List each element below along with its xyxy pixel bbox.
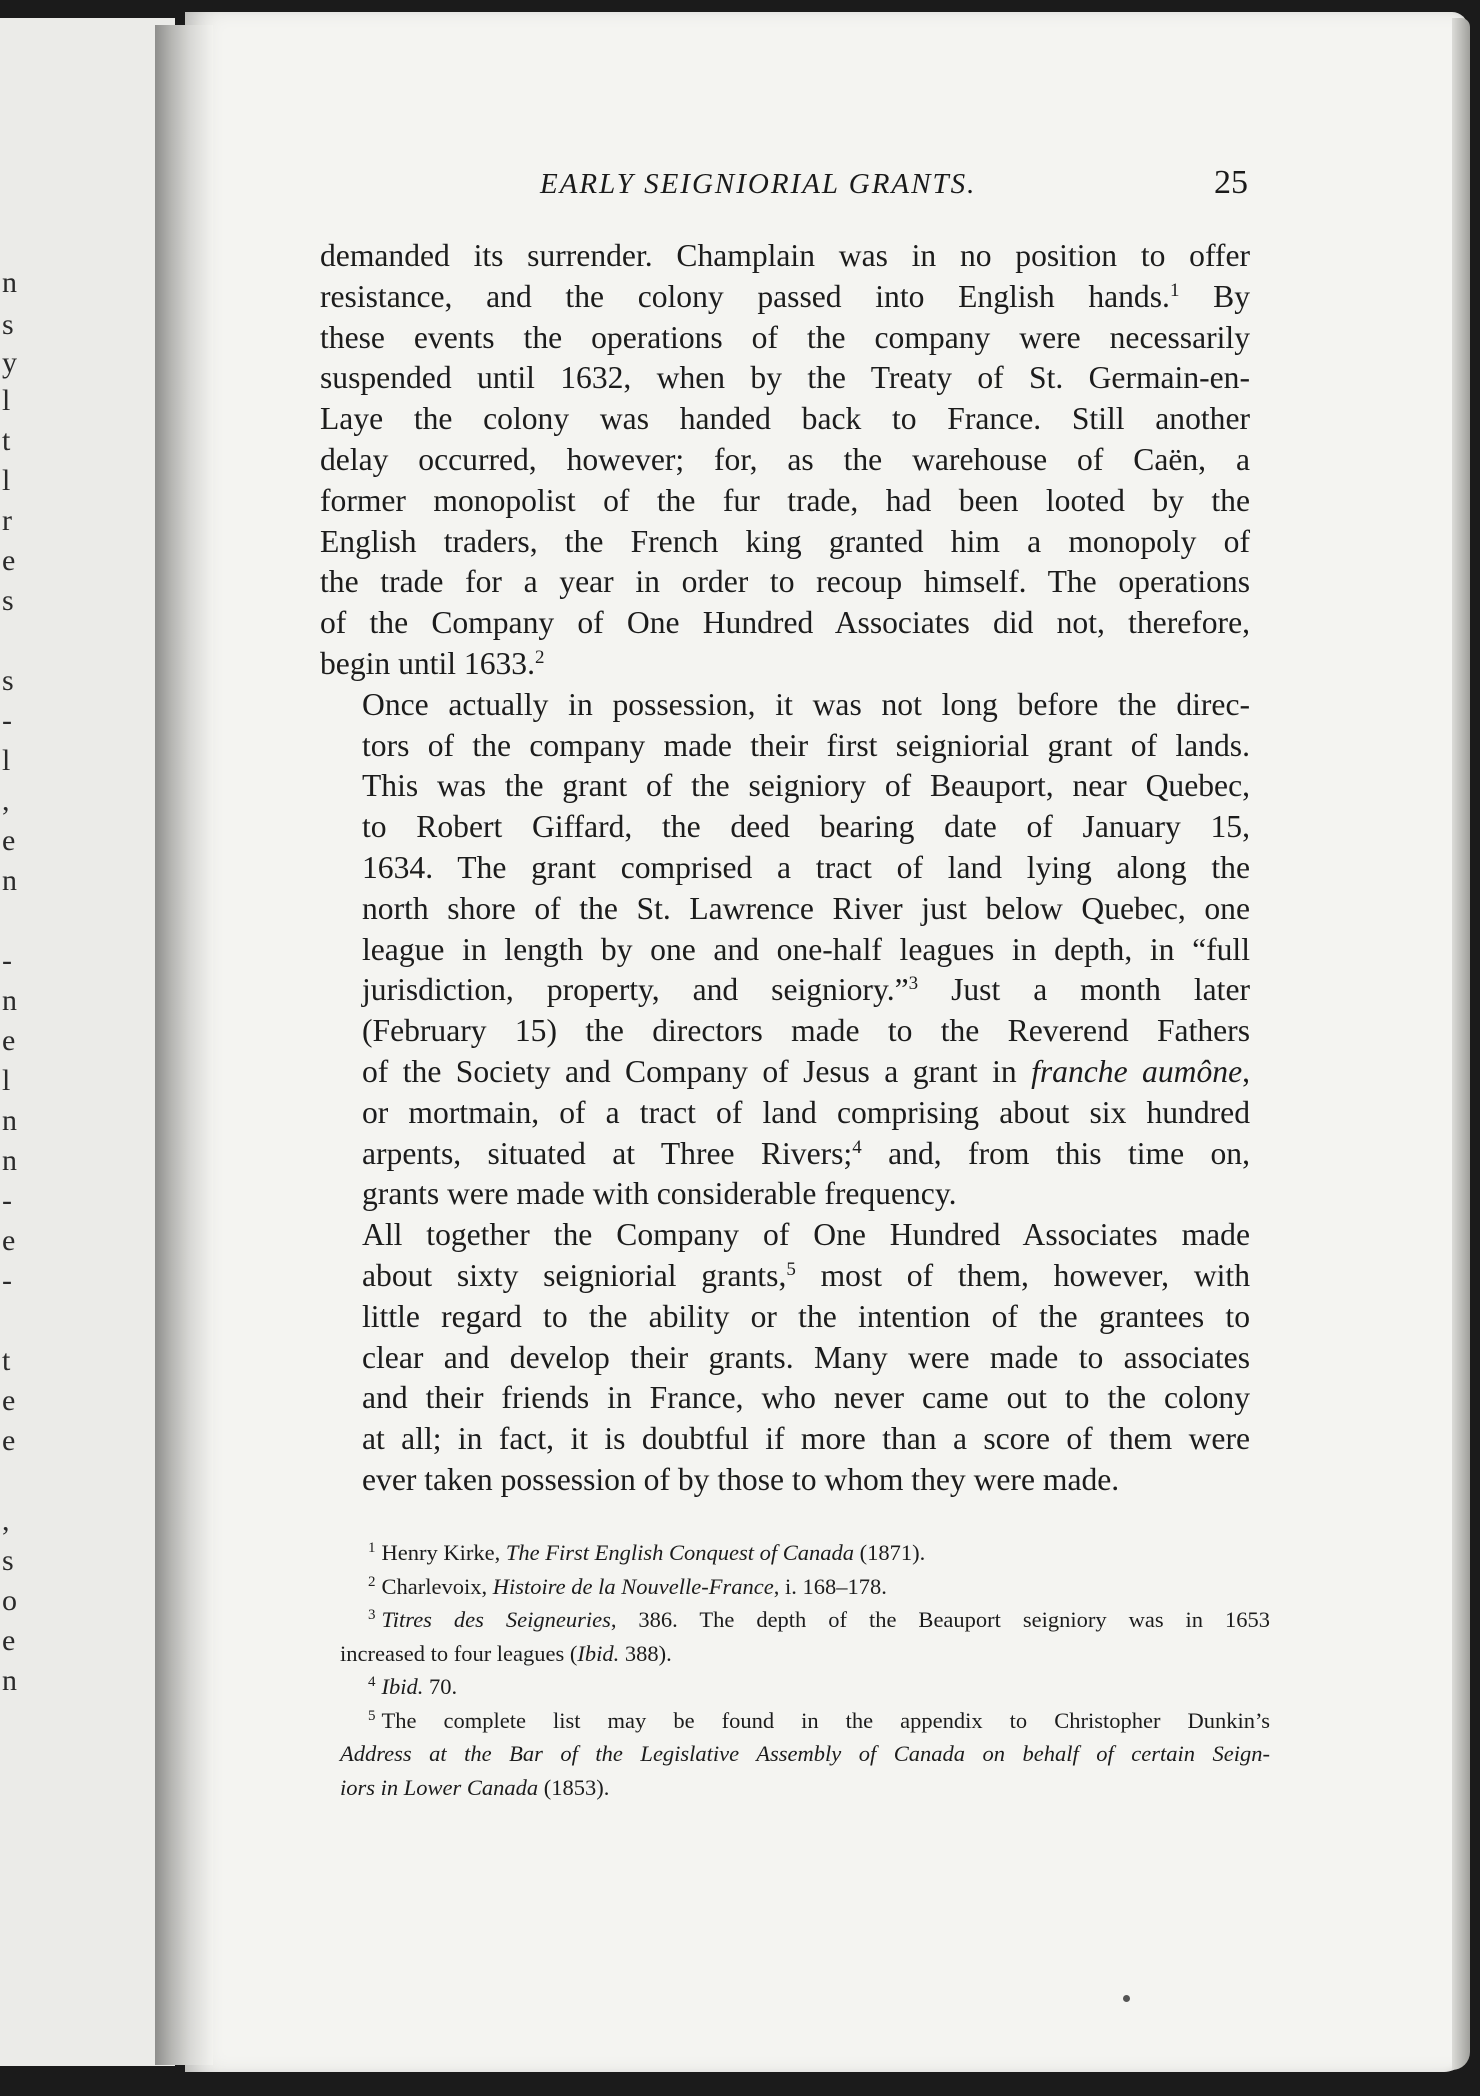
left-page-letter: r <box>2 504 12 537</box>
left-page-letter: n <box>2 1664 17 1697</box>
paper-speck <box>1123 1995 1130 2002</box>
left-page-letter: e <box>2 1224 16 1257</box>
italic-text: Histoire de la Nouvelle-France <box>492 1573 774 1599</box>
left-page-letter: - <box>2 704 12 737</box>
left-page-letter: t <box>2 1344 11 1377</box>
left-page-letter: o <box>2 1584 17 1617</box>
text-line: demanded its surrender. Champlain was in no position to offer <box>320 238 1250 273</box>
italic-text: Ibid. <box>577 1640 620 1666</box>
text-line: (February 15) the directors made to the Reverend Fathers <box>362 1013 1250 1049</box>
text-line: tors of the company made their first seigniorial grant of lands. <box>362 727 1250 763</box>
left-page-letter: t <box>2 424 11 457</box>
left-page-letter: n <box>2 864 17 897</box>
page-number: 25 <box>1214 164 1248 201</box>
italic-text: Ibid. <box>381 1674 424 1699</box>
text-line: begin until 1633.$^2$ <box>320 645 545 681</box>
footnote-reference: 3 <box>908 973 919 995</box>
text-line: about sixty seigniorial grants,$^5$ most of them, however, with <box>362 1257 1250 1293</box>
footnotes <box>340 1536 1270 1804</box>
footnote-line: $^2$ Charlevoix, Histoire de la Nouvelle-France, i. 168–178. <box>368 1573 887 1599</box>
text-line: to Robert Giffard, the deed bearing date of January 15, <box>362 809 1250 845</box>
left-page-letter: e <box>2 1384 16 1417</box>
book-gutter <box>155 25 213 2065</box>
italic-text: iors in Lower Canada <box>340 1774 539 1800</box>
footnote-line: iors in Lower Canada (1853). <box>340 1774 610 1800</box>
text-line: little regard to the ability or the intention of the grantees to <box>362 1298 1250 1334</box>
text-line: English traders, the French king granted him a monopoly of <box>320 523 1250 559</box>
footnote <box>340 1570 1270 1604</box>
text-line: All together the Company of One Hundred Associates made <box>362 1217 1250 1253</box>
footnote-line: $^4$ Ibid. 70. <box>368 1674 458 1699</box>
left-page-letter: e <box>2 1024 16 1057</box>
text-line: Once actually in possession, it was not long before the direc- <box>362 686 1250 722</box>
left-page-edge <box>0 18 175 2066</box>
footnote-line: increased to four leagues (Ibid. 388). <box>340 1640 672 1666</box>
left-page-letter: s <box>2 1544 14 1577</box>
footnote-number: 1 <box>368 1540 376 1556</box>
left-page-letter: s <box>2 584 14 617</box>
footnote-reference: 5 <box>786 1258 796 1280</box>
text-line: suspended until 1632, when by the Treaty of St. Germain-en- <box>320 360 1250 396</box>
left-page-letter: - <box>2 1184 12 1217</box>
left-page-letter: l <box>2 1064 11 1097</box>
left-page-letter: y <box>2 346 17 379</box>
text-line: clear and develop their grants. Many were made to associates <box>362 1339 1250 1375</box>
running-title: EARLY SEIGNIORIAL GRANTS. <box>540 168 977 200</box>
footnote-number: 2 <box>368 1573 376 1590</box>
paragraph <box>320 685 1250 1215</box>
footnote <box>340 1536 1270 1570</box>
paragraph <box>320 236 1250 685</box>
left-page-letter: e <box>2 1624 16 1657</box>
left-page-letter: n <box>2 1144 17 1177</box>
italic-text: franche aumône <box>1031 1053 1243 1089</box>
italic-text: The First English Conquest of Canada <box>505 1540 854 1565</box>
text-line: at all; in fact, it is doubtful if more than a score of them were <box>362 1421 1250 1457</box>
left-page-letter: l <box>2 464 11 497</box>
text-line: the trade for a year in order to recoup himself. The operations <box>320 564 1250 600</box>
text-line: jurisdiction, property, and seigniory.”$^3$ Just a month later <box>362 972 1250 1008</box>
text-line: north shore of the St. Lawrence River just below Quebec, one <box>362 890 1250 926</box>
left-page-letter: l <box>2 744 11 777</box>
footnote-reference: 4 <box>852 1136 862 1158</box>
footnote-line <box>340 1737 1270 1771</box>
text-line: ever taken possession of by those to whom they were made. <box>362 1461 1120 1497</box>
text-line: league in length by one and one-half leagues in depth, in “full <box>362 931 1250 967</box>
page-edge-shadow <box>1452 18 1470 2070</box>
left-page-letter: n <box>2 984 17 1017</box>
footnote <box>340 1670 1270 1704</box>
left-page-letter: - <box>2 1264 12 1297</box>
text-line: these events the operations of the company were necessarily <box>320 319 1250 355</box>
text-line: delay occurred, however; for, as the warehouse of Caën, a <box>320 441 1250 477</box>
left-page-letter: l <box>2 384 11 417</box>
footnote-reference: 1 <box>1169 279 1180 301</box>
footnote-number: 5 <box>368 1707 376 1724</box>
left-page-letter: s <box>2 664 14 697</box>
text-line: of the Society and Company of Jesus a grant in franche aumône, <box>362 1053 1250 1089</box>
text-line: and their friends in France, who never came out to the colony <box>362 1380 1250 1416</box>
left-page-letter: e <box>2 544 16 577</box>
text-line: resistance, and the colony passed into English hands.$^1$ By <box>320 278 1250 314</box>
left-page-letter: - <box>2 944 12 977</box>
left-page-letter: , <box>2 1504 10 1537</box>
italic-text: Titres des Seigneuries <box>381 1607 611 1632</box>
text-line: former monopolist of the fur trade, had been looted by the <box>320 482 1250 518</box>
body-text <box>320 236 1250 1501</box>
italic-text: Address at the Bar of the Legislative Assembly of Canada on behalf of certain Seign- <box>340 1741 1270 1766</box>
footnote <box>340 1704 1270 1805</box>
text-line: Laye the colony was handed back to France. Still another <box>320 401 1250 437</box>
left-page-letter: e <box>2 824 16 857</box>
text-line: 1634. The grant comprised a tract of land lying along the <box>362 849 1250 885</box>
footnote-line: $^1$ Henry Kirke, The First English Conquest of Canada (1871). <box>368 1540 926 1565</box>
left-page-letter: , <box>2 784 10 817</box>
footnote-line: $^5$ The complete list may be found in the appendix to Christopher Dunkin’s <box>368 1707 1270 1733</box>
left-page-letter: n <box>2 266 17 299</box>
paragraph <box>320 1215 1250 1501</box>
left-page-cut-text <box>0 18 26 2066</box>
footnote-reference: 2 <box>535 646 545 668</box>
text-line: arpents, situated at Three Rivers;$^4$ and, from this time on, <box>362 1135 1251 1171</box>
text-line: grants were made with considerable frequency. <box>362 1176 957 1212</box>
footnote-number: 3 <box>368 1607 376 1623</box>
left-page-letter: s <box>2 308 14 341</box>
left-page-letter: n <box>2 1104 17 1137</box>
running-head <box>320 164 1248 214</box>
footnote-line: $^3$ Titres des Seigneuries, 386. The depth of the Beauport seigniory was in 1653 <box>368 1607 1271 1632</box>
text-line: of the Company of One Hundred Associates did not, therefore, <box>320 605 1250 641</box>
left-page-letter: e <box>2 1424 16 1457</box>
footnote-number: 4 <box>368 1674 376 1690</box>
text-line: or mortmain, of a tract of land comprising about six hundred <box>362 1094 1250 1130</box>
text-line: This was the grant of the seigniory of Beauport, near Quebec, <box>362 768 1250 804</box>
footnote <box>340 1603 1270 1670</box>
